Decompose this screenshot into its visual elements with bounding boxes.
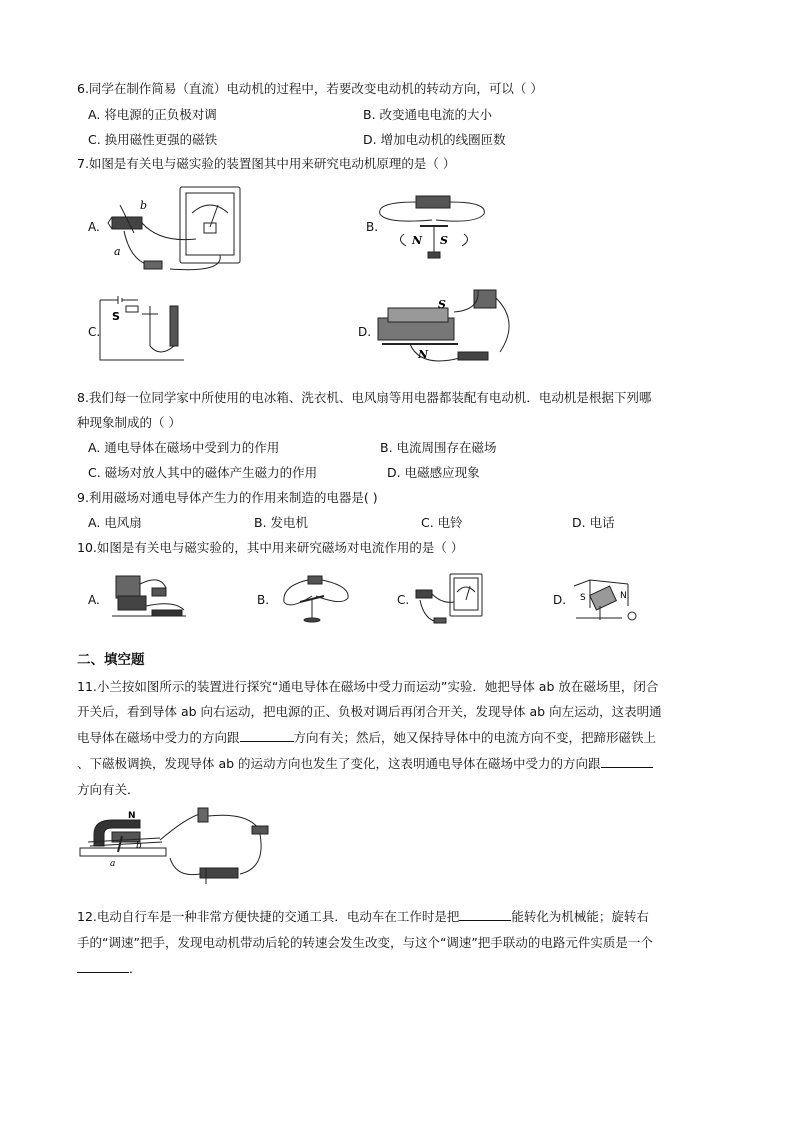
q6-option-c: C. 换用磁性更强的磁铁 bbox=[88, 132, 218, 147]
q11-fig-label-a: a bbox=[110, 859, 116, 869]
q7-a-label-b: b bbox=[140, 199, 148, 212]
q11-line2: 开关后，看到导体 ab 向右运动，把电源的正、负极对调后再闭合开关，发现导体 ab 向左运动，这表明通 bbox=[77, 704, 662, 719]
q7-c-label-s: S bbox=[112, 310, 120, 323]
q6-option-b: B. 改变通电电流的大小 bbox=[363, 107, 493, 122]
section-title-fill-blank: 二、填空题 bbox=[77, 652, 145, 668]
q7-d-label-n: N bbox=[418, 348, 429, 361]
q12-blank-1[interactable] bbox=[459, 908, 511, 921]
q10-d-label-n: N bbox=[620, 591, 627, 601]
q10-label-d: D. bbox=[553, 593, 567, 607]
q7-d-label-s: S bbox=[438, 298, 446, 311]
q11-line5: 方向有关． bbox=[77, 782, 140, 797]
q11-line3-part2: 方向有关；然后，她又保持导体中的电流方向不变，把蹄形磁铁上 bbox=[293, 730, 657, 745]
q6-stem: 6.同学在制作简易（直流）电动机的过程中，若要改变电动机的转动方向，可以（ ） bbox=[77, 81, 543, 96]
q12-line3-period: ． bbox=[129, 961, 142, 976]
q9-option-d: D. 电话 bbox=[572, 515, 615, 530]
q7-b-label-n: N bbox=[412, 234, 423, 247]
q11-line1: 11.小兰按如图所示的装置进行探究“通电导体在磁场中受力而运动”实验．她把导体 ab 放在磁场里，闭合 bbox=[77, 679, 659, 694]
q12-line1-part1: 12.电动自行车是一种非常方便快捷的交通工具．电动车在工作时是把 bbox=[77, 909, 460, 924]
q12-line1-part2: 能转化为机械能；旋转右 bbox=[511, 909, 649, 924]
q12-line2: 手的“调速”把手，发现电动机带动后轮的转速会发生改变，与这个“调速”把手联动的电路元件实质是一个 bbox=[77, 935, 653, 950]
q12-line1 bbox=[77, 907, 649, 925]
q7-label-c: C. bbox=[88, 325, 101, 339]
q8-option-a: A. 通电导体在磁场中受到力的作用 bbox=[88, 440, 280, 455]
q11-fig-label-n: N bbox=[128, 811, 136, 821]
q10-figure-c bbox=[408, 572, 488, 628]
q7-label-a: A. bbox=[88, 220, 100, 234]
q7-a-label-a: a bbox=[114, 245, 121, 258]
q8-option-d: D. 电磁感应现象 bbox=[387, 465, 480, 480]
q11-line3 bbox=[77, 728, 656, 746]
q7-figure-a bbox=[100, 183, 245, 275]
q11-fig-label-b: b bbox=[136, 841, 142, 851]
q9-stem: 9.利用磁场对通电导体产生力的作用来制造的电器是( ) bbox=[77, 490, 378, 505]
q11-line4-part1: 、下磁极调换，发现导体 ab 的运动方向也发生了变化，这表明通电导体在磁场中受力的方向跟 bbox=[77, 756, 601, 771]
q12-blank-2[interactable] bbox=[77, 960, 129, 973]
q7-label-b: B. bbox=[366, 220, 379, 234]
q11-line3-part1: 电导体在磁场中受力的方向跟 bbox=[77, 730, 240, 745]
q7-stem: 7.如图是有关电与磁实验的装置图其中用来研究电动机原理的是（ ） bbox=[77, 156, 456, 171]
q11-figure bbox=[76, 808, 272, 894]
q10-figure-a bbox=[104, 570, 190, 624]
q7-figure-b bbox=[376, 190, 491, 268]
q12-line3 bbox=[77, 959, 142, 977]
q6-option-d: D. 增加电动机的线圈匝数 bbox=[363, 132, 506, 147]
q10-label-a: A. bbox=[88, 593, 100, 607]
q11-line4 bbox=[77, 754, 653, 772]
q10-label-c: C. bbox=[397, 593, 410, 607]
q8-option-b: B. 电流周围存在磁场 bbox=[380, 440, 497, 455]
q10-figure-d bbox=[570, 572, 642, 624]
q8-option-c: C. 磁场对放人其中的磁体产生磁力的作用 bbox=[88, 465, 318, 480]
q7-figure-c bbox=[98, 292, 194, 364]
q10-stem: 10.如图是有关电与磁实验的，其中用来研究磁场对电流作用的是（ ） bbox=[77, 540, 464, 555]
q7-figure-d bbox=[370, 282, 520, 374]
q8-stem-line1: 8.我们每一位同学家中所使用的电冰箱、洗衣机、电风扇等用电器都装配有电动机．电动机是根据下列哪 bbox=[77, 390, 652, 405]
q10-d-label-s: S bbox=[580, 593, 586, 603]
q9-option-a: A. 电风扇 bbox=[88, 515, 142, 530]
q11-blank-2[interactable] bbox=[601, 755, 653, 768]
q7-b-label-s: S bbox=[440, 234, 448, 247]
q9-option-b: B. 发电机 bbox=[254, 515, 309, 530]
q9-option-c: C. 电铃 bbox=[421, 515, 463, 530]
q11-blank-1[interactable] bbox=[240, 729, 294, 742]
q6-option-a: A. 将电源的正负极对调 bbox=[88, 107, 217, 122]
q10-figure-b bbox=[272, 572, 356, 624]
q8-stem-line2: 种现象制成的（ ） bbox=[77, 415, 181, 430]
q10-label-b: B. bbox=[257, 593, 270, 607]
q7-label-d: D. bbox=[358, 325, 372, 339]
